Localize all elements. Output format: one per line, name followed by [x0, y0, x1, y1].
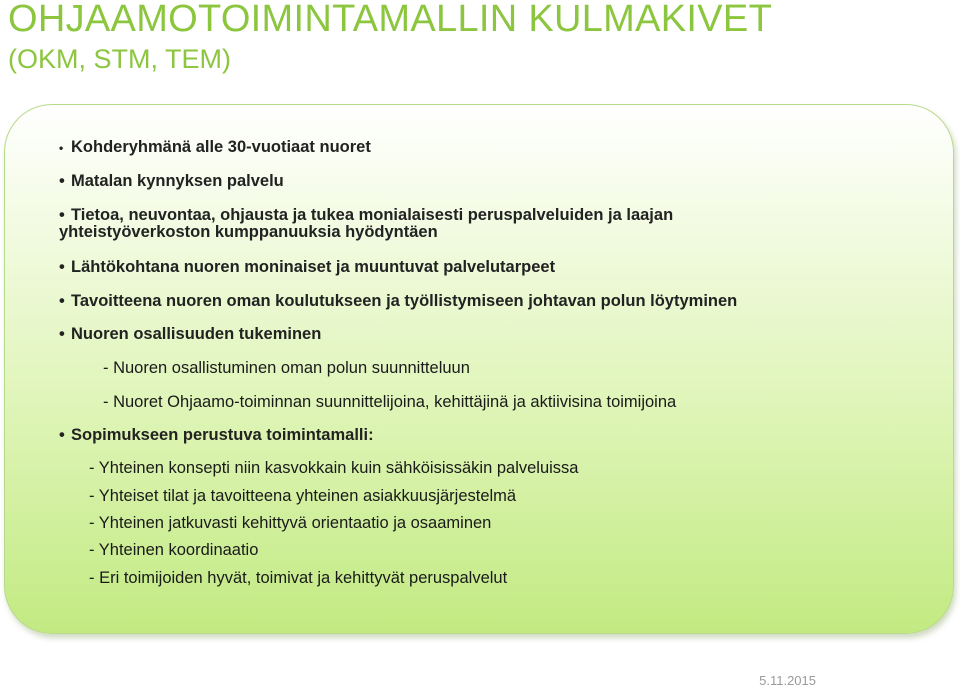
- bullet-icon: •: [59, 292, 65, 310]
- list-item: • Kohderyhmänä alle 30-vuotiaat nuoret: [59, 138, 371, 156]
- sub-item: - Yhteinen konsepti niin kasvokkain kuin sähköisissäkin palveluissa: [89, 459, 579, 477]
- list-item-continuation: yhteistyöverkoston kumppanuuksia hyödyntäen: [59, 223, 438, 241]
- list-item: • Nuoren osallisuuden tukeminen: [59, 325, 322, 343]
- list-item: • Sopimukseen perustuva toimintamalli:: [59, 426, 374, 444]
- slide-subtitle: (OKM, STM, TEM): [8, 44, 231, 74]
- list-item: • Tavoitteena nuoren oman koulutukseen ja työllistymiseen johtavan polun löytyminen: [59, 292, 738, 310]
- list-item: • Matalan kynnyksen palvelu: [59, 172, 284, 190]
- bullet-icon: •: [59, 325, 65, 343]
- sub-item: - Eri toimijoiden hyvät, toimivat ja kehittyvät peruspalvelut: [89, 569, 508, 587]
- list-item: • Lähtökohtana nuoren moninaiset ja muuntuvat palvelutarpeet: [59, 258, 556, 276]
- bullet-icon: •: [59, 258, 65, 276]
- sub-item: - Nuoret Ohjaamo-toiminnan suunnittelijoina, kehittäjinä ja aktiivisina toimijoina: [103, 393, 677, 411]
- sub-item: - Nuoren osallistuminen oman polun suunnitteluun: [103, 359, 470, 377]
- bullet-icon: •: [59, 141, 64, 155]
- sub-item: - Yhteiset tilat ja tavoitteena yhteinen asiakkuusjärjestelmä: [89, 487, 517, 505]
- bullet-icon: •: [59, 172, 65, 190]
- sub-item: - Yhteinen jatkuvasti kehittyvä orientaatio ja osaaminen: [89, 514, 492, 532]
- sub-item: - Yhteinen koordinaatio: [89, 541, 259, 559]
- list-item: • Tietoa, neuvontaa, ohjausta ja tukea monialaisesti peruspalveluiden ja laajan: [59, 206, 674, 224]
- bullet-icon: •: [59, 206, 65, 224]
- slide-date: 5.11.2015: [759, 673, 816, 688]
- slide-title: OHJAAMOTOIMINTAMALLIN KULMAKIVET: [8, 0, 773, 40]
- content-panel: [4, 104, 954, 634]
- bullet-icon: •: [59, 426, 65, 444]
